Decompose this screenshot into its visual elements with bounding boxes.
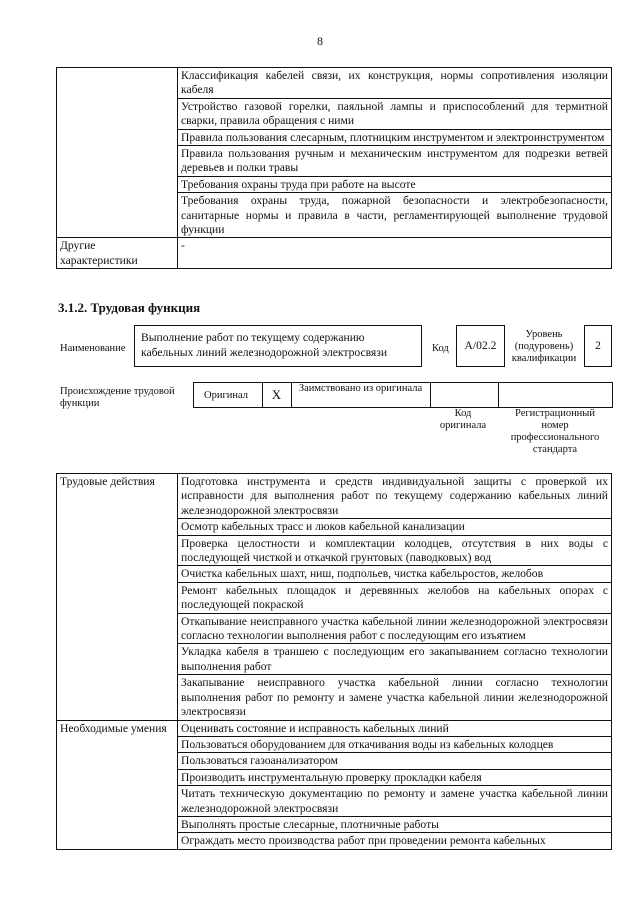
qualification-level: 2: [595, 339, 601, 352]
required-skills-label: Необходимые умения: [57, 720, 178, 849]
borrowed-label: Заимствовано из оригинала: [298, 383, 423, 394]
table-cell: Откапывание неисправного участка кабельной линии железнодорожной электросвязи согласно технологии выполнения работ с последующим его изъятием: [178, 613, 612, 644]
code-label: Код: [432, 343, 449, 354]
divider: [430, 383, 431, 407]
table-cell: Требования охраны труда, пожарной безопасности и электробезопасности, санитарные нормы и правила в части, регламентирующей выполнение трудовой функции: [178, 193, 612, 238]
function-name: Выполнение работ по текущему содержанию кабельных линий железнодорожной электросвязи: [141, 331, 388, 359]
table-cell: Читать техническую документацию по ремонту и замене участка кабельной линии железнодорожной электросвязи: [178, 786, 612, 817]
labor-actions-table: [56, 473, 612, 850]
original-label: Оригинал: [204, 390, 248, 401]
divider: [291, 383, 292, 407]
origin-label: Происхождение трудовой функции: [60, 386, 175, 409]
other-characteristics-label: Другие характеристики: [57, 238, 178, 269]
knowledge-table-continued: [56, 67, 612, 269]
page-number: 8: [317, 34, 323, 48]
table-cell: Правила пользования слесарным, плотницким инструментом и электроинструментом: [178, 129, 612, 145]
table-row: [57, 238, 612, 269]
table-cell: Подготовка инструмента и средств индивидуальной защиты с проверкой их исправности для выполнения работ по текущему содержанию кабельных линий железнодорожной электросвязи: [178, 474, 612, 519]
labor-actions-label: Трудовые действия: [57, 474, 178, 721]
original-mark: X: [271, 387, 282, 402]
table-cell: Оценивать состояние и исправность кабельных линий: [178, 720, 612, 736]
table-row: [57, 68, 612, 99]
code-value-box: [456, 325, 505, 367]
table-cell: Требования охраны труда при работе на высоте: [178, 176, 612, 192]
table-row: [57, 474, 612, 519]
section-title: 3.1.2. Трудовая функция: [58, 300, 201, 315]
table-row: [57, 720, 612, 736]
table-cell: Выполнять простые слесарные, плотничные работы: [178, 816, 612, 832]
table-cell: Ремонт кабельных площадок и деревянных желобов на кабельных опорах с последующей покраской: [178, 582, 612, 613]
table-cell: Пользоваться оборудованием для откачивания воды из кабельных колодцев: [178, 736, 612, 752]
table-cell: Очистка кабельных шахт, ниш, подпольев, чистка кабельростов, желобов: [178, 566, 612, 582]
original-code-caption: Код оригинала: [439, 408, 487, 431]
name-value-box: [134, 325, 422, 367]
table-cell: Классификация кабелей связи, их конструкция, нормы сопротивления изоляции кабеля: [178, 68, 612, 99]
level-label: Уровень (подуровень) квалификации: [511, 329, 577, 364]
table-cell: Осмотр кабельных трасс и люков кабельной канализации: [178, 519, 612, 535]
table-cell: Пользоваться газоанализатором: [178, 753, 612, 769]
table-cell: Проверка целостности и комплектации колодцев, отсутствия в них воды с последующей чисткой и откачкой грунтовых (паводковых) вод: [178, 535, 612, 566]
level-value-box: [584, 325, 612, 367]
table-row-label: [57, 68, 178, 238]
divider: [498, 383, 499, 407]
table-cell: Ограждать место производства работ при проведении ремонта кабельных: [178, 833, 612, 849]
function-code: А/02.2: [464, 339, 497, 352]
table-cell: Устройство газовой горелки, паяльной лампы и приспособлений для термитной сварки, правила обращения с ними: [178, 98, 612, 129]
table-cell: Производить инструментальную проверку прокладки кабеля: [178, 769, 612, 785]
table-cell: Закапывание неисправного участка кабельной линии согласно технологии выполнения работ по ремонту и замене участка кабельной линии железнодорожной электросвязи: [178, 675, 612, 720]
table-cell: Укладка кабеля в траншею с последующим его закапыванием согласно технологии выполнения работ: [178, 644, 612, 675]
name-label: Наименование: [60, 343, 126, 354]
table-cell: Правила пользования ручным и механическим инструментом для подрезки ветвей деревьев и полки травы: [178, 146, 612, 177]
registration-number-caption: Регистрационный номер профессионального стандарта: [510, 408, 600, 455]
other-characteristics-value: -: [178, 238, 612, 269]
